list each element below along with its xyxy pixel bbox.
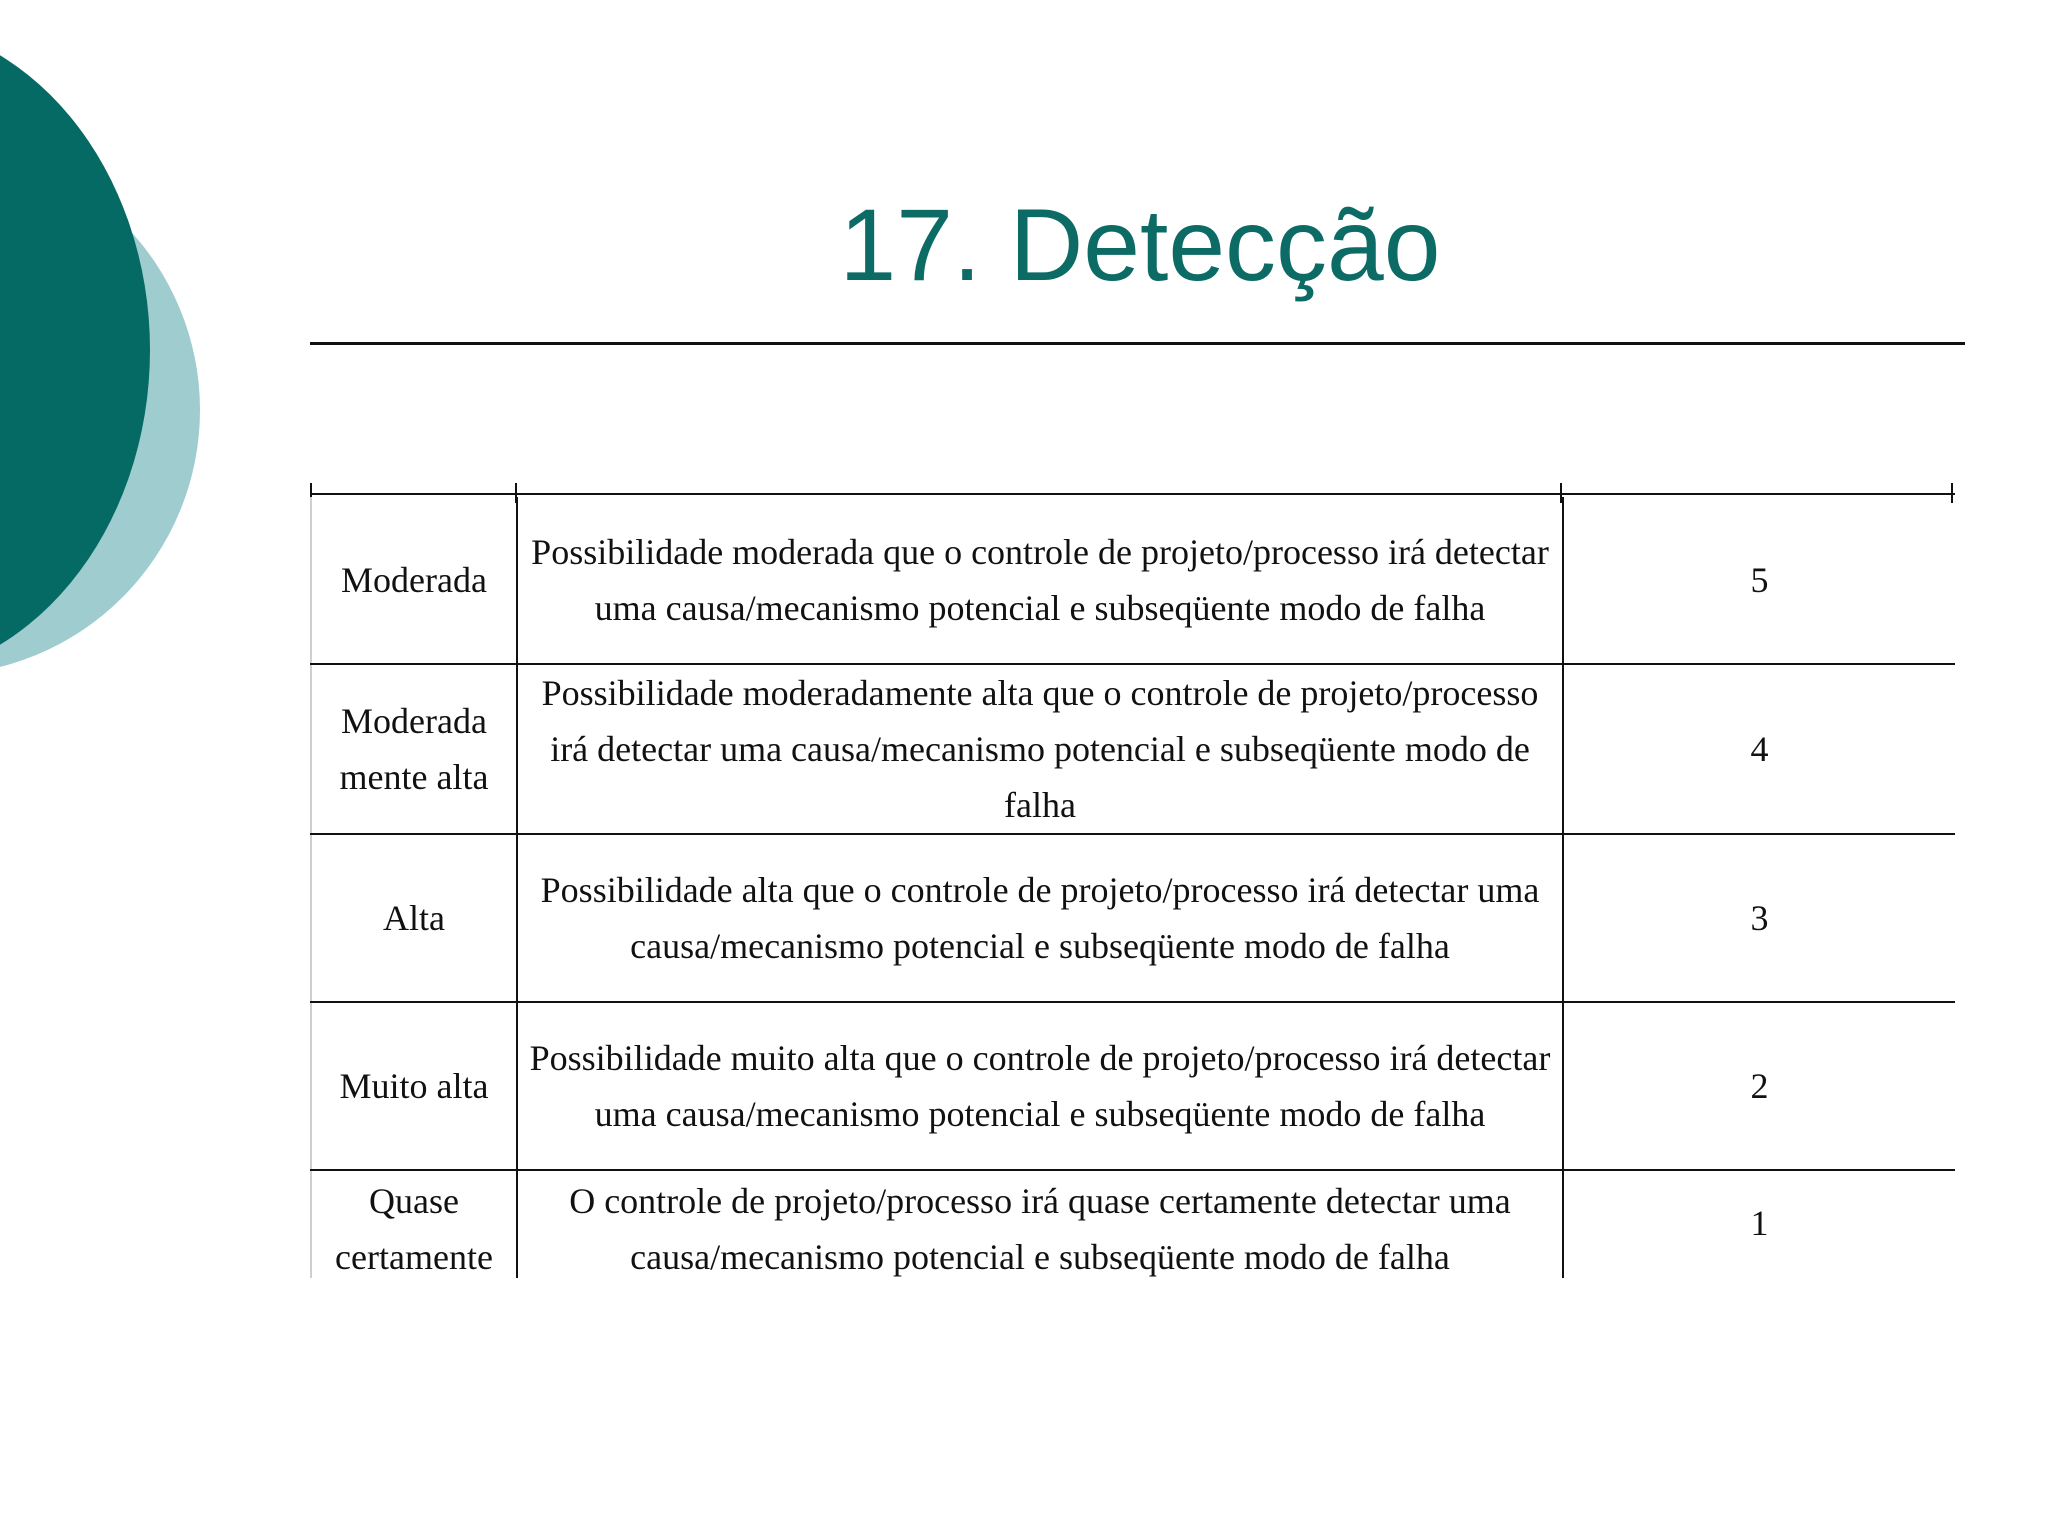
description-cell: Possibilidade alta que o controle de projeto/processo irá detectar uma causa/mecanismo potencial e subseqüente modo de falha [517, 834, 1563, 1002]
category-cell: Moderada mente alta [311, 664, 517, 834]
description-cell: Possibilidade moderadamente alta que o controle de projeto/processo irá detectar uma causa/mecanismo potencial e subseqüente modo de falha [517, 664, 1563, 834]
title-divider [310, 342, 1965, 345]
value-cell: 5 [1563, 497, 1955, 664]
category-cell: Alta [311, 834, 517, 1002]
description-cell: Possibilidade muito alta que o controle de projeto/processo irá detectar uma causa/mecanismo potencial e subseqüente modo de falha [517, 1002, 1563, 1170]
value-cell: 1 [1563, 1170, 1955, 1278]
category-cell: Muito alta [311, 1002, 517, 1170]
table-row [311, 1170, 1955, 1278]
detection-scale-table [310, 497, 1955, 1278]
value-cell: 3 [1563, 834, 1955, 1002]
description-cell: O controle de projeto/processo irá quase certamente detectar uma causa/mecanismo potencial e subseqüente modo de falha [517, 1170, 1563, 1278]
detection-table-container [310, 483, 1955, 1278]
category-cell: Moderada [311, 497, 517, 664]
table-row [311, 834, 1955, 1002]
category-cell: Quase certamente [311, 1170, 517, 1278]
value-cell: 4 [1563, 664, 1955, 834]
table-row [311, 664, 1955, 834]
table-row [311, 1002, 1955, 1170]
slide-title: 17. Detecção [839, 188, 1441, 302]
table-top-rule [310, 493, 1955, 495]
value-cell: 2 [1563, 1002, 1955, 1170]
description-cell: Possibilidade moderada que o controle de projeto/processo irá detectar uma causa/mecanismo potencial e subseqüente modo de falha [517, 497, 1563, 664]
table-row [311, 497, 1955, 664]
